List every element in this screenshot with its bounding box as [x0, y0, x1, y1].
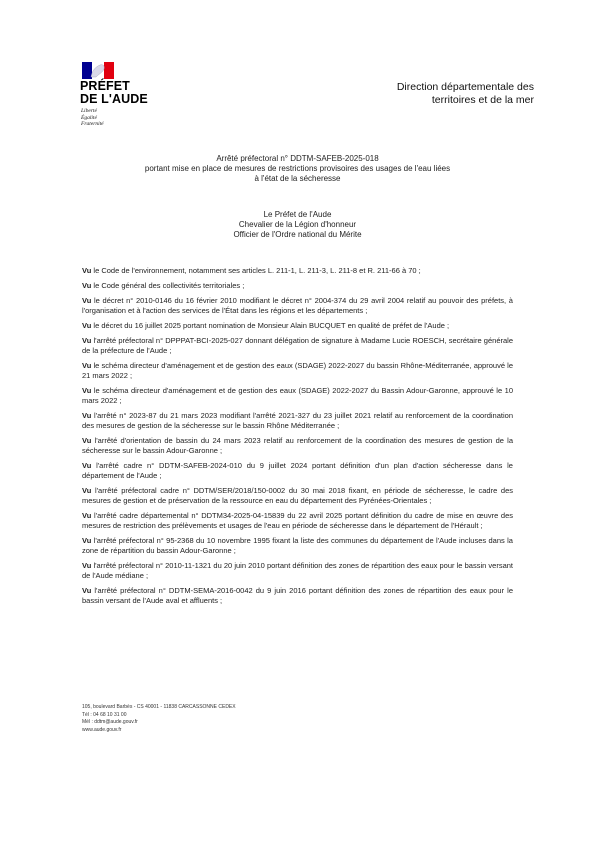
considerations-list: [82, 266, 513, 611]
consideration-lead: Vu: [82, 586, 92, 595]
consideration-item: [82, 461, 513, 481]
consideration-item: [82, 511, 513, 531]
prefect-line-3: Officier de l'Ordre national du Mérite: [233, 230, 362, 239]
consideration-item: [82, 536, 513, 556]
consideration-lead: Vu: [82, 296, 92, 305]
consideration-text: le schéma directeur d'aménagement et de gestion des eaux (SDAGE) 2022-2027 du Bassin Adour-Garonne, approuvé le 10 mars 2022 ;: [82, 386, 513, 405]
direction-line-1: Direction départementale des: [396, 81, 534, 93]
consideration-item: [82, 411, 513, 431]
consideration-text: le décret n° 2010-0146 du 16 février 2010 modifiant le décret n° 2004-374 du 29 avril 2004 relatif au pouvoir des préfets, à l'organisation et à l'action des services de l'État dans les régions et les départements ;: [82, 296, 513, 315]
consideration-item: [82, 336, 513, 356]
consideration-lead: Vu: [82, 386, 92, 395]
consideration-item: [82, 561, 513, 581]
motto-liberte: Liberté: [81, 108, 97, 114]
consideration-text: l'arrêté préfectoral cadre n° DDTM/SER/2018/150-0002 du 30 mai 2018 fixant, en période de sécheresse, le cadre des mesures de gestion et de préservation de la ressource en eau du département des Pyrénées-Orientales ;: [82, 486, 513, 505]
consideration-item: [82, 486, 513, 506]
issuing-direction: [397, 81, 534, 107]
consideration-lead: Vu: [82, 511, 92, 520]
marianne-logo-icon: [82, 62, 114, 79]
prefecture-line-1: PRÉFET: [80, 79, 130, 93]
consideration-item: [82, 361, 513, 381]
consideration-item: [82, 586, 513, 606]
motto-fraternite: Fraternité: [81, 121, 104, 127]
footer-address: 105, boulevard Barbès - CS 40001 - 11838 CARCASSONNE CEDEX: [82, 704, 236, 710]
consideration-lead: Vu: [82, 536, 92, 545]
consideration-text: l'arrêté préfectoral n° DDTM-SEMA-2016-0042 du 9 juin 2016 portant définition des zones de répartition des eaux pour le bassin versant de l'Aude aval et affluents ;: [82, 586, 513, 605]
consideration-item: [82, 321, 513, 331]
motto-egalite: Égalité: [81, 114, 97, 121]
consideration-text: l'arrêté cadre départemental n° DDTM34-2025-04-15839 du 22 avril 2025 portant définition du cadre de mise en œuvre des mesures de restriction des prélèvements et usages de l'eau en période de sécheresse dans le département de l'Hérault ;: [82, 511, 514, 530]
decree-subject-line-2: à l'état de la sécheresse: [254, 174, 341, 183]
consideration-lead: Vu: [82, 411, 92, 420]
decree-number: Arrêté préfectoral n° DDTM-SAFEB-2025-018: [216, 154, 379, 163]
consideration-lead: Vu: [82, 281, 92, 290]
consideration-lead: Vu: [82, 486, 92, 495]
prefect-line-1: Le Préfet de l'Aude: [263, 210, 332, 219]
consideration-lead: Vu: [82, 336, 92, 345]
direction-line-2: territoires et de la mer: [431, 94, 534, 106]
consideration-item: [82, 266, 513, 276]
consideration-item: [82, 281, 513, 291]
prefecture-name: [80, 80, 148, 106]
footer-phone: Tél : 04 68 10 31 00: [82, 711, 127, 718]
consideration-text: l'arrêté cadre n° DDTM-SAFEB-2024-010 du 9 juillet 2024 portant définition d'un plan d'action sécheresse dans le département de l'Aude ;: [82, 461, 513, 480]
consideration-text: l'arrêté n° 2023-87 du 21 mars 2023 modifiant l'arrêté 2021-327 du 23 juillet 2021 relatif au renforcement de la coordination des mesures de gestion de la sécheresse sur le bassin Rhône Méditerranée ;: [82, 411, 513, 430]
decree-subject-line-1: portant mise en place de mesures de restrictions provisoires des usages de l'eau liées: [144, 164, 451, 173]
consideration-lead: Vu: [82, 561, 92, 570]
consideration-lead: Vu: [82, 461, 92, 470]
consideration-lead: Vu: [82, 361, 92, 370]
consideration-lead: Vu: [82, 436, 92, 445]
contact-footer: [82, 704, 236, 734]
prefect-line-2: Chevalier de la Légion d'honneur: [238, 220, 357, 229]
decree-title: [95, 154, 500, 184]
consideration-text: l'arrêté préfectoral n° DPPPAT-BCI-2025-027 donnant délégation de signature à Madame Lucie ROESCH, secrétaire générale de la préfecture de l'Aude ;: [82, 336, 513, 355]
consideration-item: [82, 296, 513, 316]
consideration-text: l'arrêté préfectoral n° 2010-11-1321 du 20 juin 2010 portant définition des zones de répartition des eaux pour le bassin versant de l'Aude médiane ;: [82, 561, 513, 580]
consideration-text: l'arrêté d'orientation de bassin du 24 mars 2023 relatif au renforcement de la coordination des mesures de gestion de la sécheresse sur le bassin Adour-Garonne ;: [82, 436, 513, 455]
footer-website: www.aude.gouv.fr: [82, 726, 122, 733]
republic-motto: [81, 108, 104, 128]
consideration-text: le décret du 16 juillet 2025 portant nomination de Monsieur Alain BUCQUET en qualité de préfet de l'Aude ;: [93, 321, 450, 330]
prefecture-line-2: DE L'AUDE: [80, 92, 148, 106]
consideration-text: le Code général des collectivités territoriales ;: [93, 281, 245, 290]
prefect-titles: [95, 210, 500, 240]
consideration-text: le Code de l'environnement, notamment ses articles L. 211-1, L. 211-3, L. 211-8 et R. 211-66 à 70 ;: [93, 266, 421, 275]
consideration-text: l'arrêté préfectoral n° 95-2368 du 10 novembre 1995 fixant la liste des communes du département de l'Aude incluses dans la zone de répartition du bassin Adour-Garonne ;: [82, 536, 513, 555]
consideration-lead: Vu: [82, 321, 92, 330]
consideration-item: [82, 386, 513, 406]
footer-email: Mél : ddtm@aude.gouv.fr: [82, 719, 138, 725]
consideration-item: [82, 436, 513, 456]
consideration-text: le schéma directeur d'aménagement et de gestion des eaux (SDAGE) 2022-2027 du bassin Rhône-Méditerranée, approuvé le 21 mars 2022 ;: [82, 361, 513, 380]
consideration-lead: Vu: [82, 266, 92, 275]
